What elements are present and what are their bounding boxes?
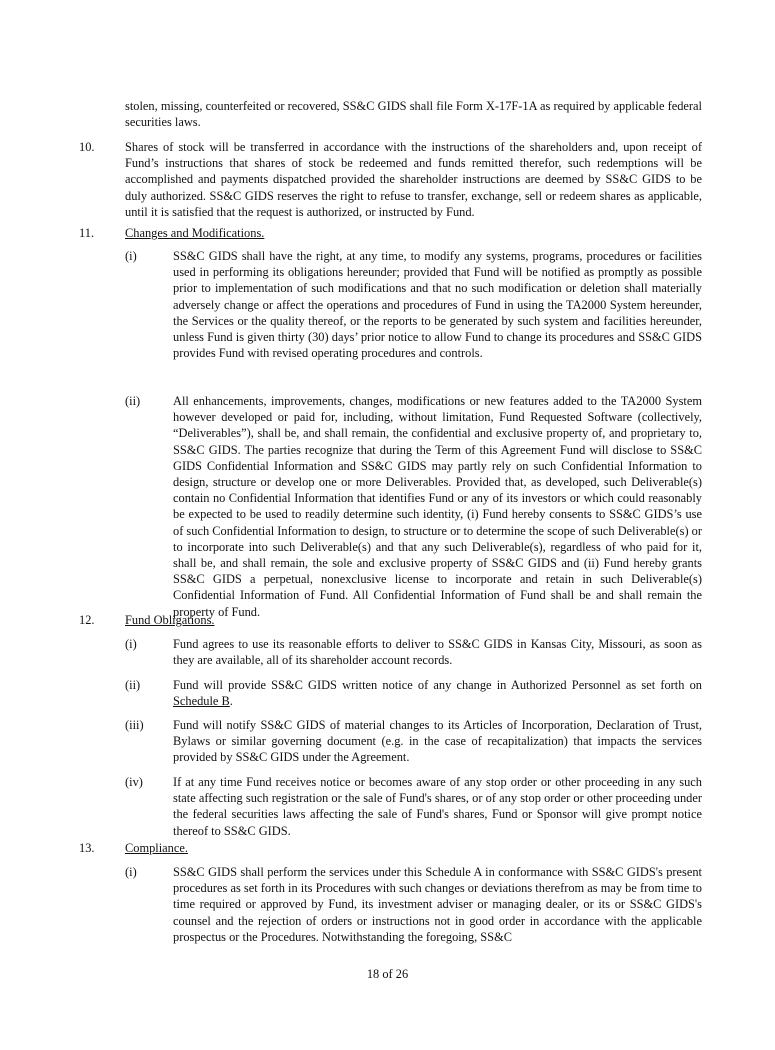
section-number: 11. xyxy=(79,226,95,240)
item-label: (ii) xyxy=(125,678,141,692)
section-number: 10. xyxy=(79,140,95,154)
item-text: If at any time Fund receives notice or becomes aware of any stop order or other proceeding in any such state affecting such registration or the sale of Fund's shares, or of any stop order or other proceeding under the federal securities laws affecting the sale of Fund's shares, Fund or Sponsor will give prompt notice thereof to SS&C GIDS. xyxy=(173,775,702,838)
page-number: 18 of 26 xyxy=(366,967,409,981)
section-heading: Compliance. xyxy=(125,841,188,855)
item-text: Fund will notify SS&C GIDS of material changes to its Articles of Incorporation, Declaration of Trust, Bylaws or similar governing document (e.g. in the case of recapitalization) that impacts the services provided by SS&C GIDS under the Agreement. xyxy=(173,718,702,765)
item-text: SS&C GIDS shall have the right, at any time, to modify any systems, programs, procedures or facilities used in performing its obligations hereunder; provided that Fund will be notified as promptly as possible prior to implementation of such modifications and that no such modification or deletion shall materially adversely change or affect the operations and procedures of Fund in using the TA2000 System hereunder, the Services or the quality thereof, or the reports to be generated by such system and facilities hereunder, unless Fund is given thirty (30) days’ prior notice to allow Fund to change its procedures and SS&C GIDS provides Fund with revised operating procedures and controls. xyxy=(173,249,702,361)
item-text: Fund agrees to use its reasonable efforts to deliver to SS&C GIDS in Kansas City, Missouri, as soon as they are available, all of its shareholder account records. xyxy=(173,637,702,668)
item-label: (i) xyxy=(125,865,137,879)
section-text: Shares of stock will be transferred in accordance with the instructions of the shareholders and, upon receipt of Fund’s instructions that shares of stock be redeemed and funds remitted therefor, such redemptions will be accomplished and payments dispatched provided the shareholder instructions are deemed by SS&C GIDS to be duly authorized. SS&C GIDS reserves the right to refuse to transfer, exchange, sell or redeem shares as applicable, until it is satisfied that the request is authorized, or instructed by Fund. xyxy=(125,140,702,219)
section-heading: Fund Obligations. xyxy=(125,613,215,627)
item-text: SS&C GIDS shall perform the services under this Schedule A in conformance with SS&C GIDS's present procedures as set forth in its Procedures with such changes or deviations therefrom as may be from time to time required or approved by Fund, its investment adviser or managing dealer, or its or SS&C GIDS's counsel and the rejection of orders or instructions not in good order in accordance with the applicable prospectus or the Procedures. Notwithstanding the foregoing, SS&C xyxy=(173,865,702,944)
continuation-text: stolen, missing, counterfeited or recovered, SS&C GIDS shall file Form X-17F-1A as required by applicable federal securities laws. xyxy=(125,99,702,130)
section-heading: Changes and Modifications. xyxy=(125,226,265,240)
item-label: (iv) xyxy=(125,775,143,789)
item-text: All enhancements, improvements, changes, modifications or new features added to the TA2000 System however developed or paid for, including, without limitation, Fund Requested Software (collectively, “Deliverables”), shall be, and shall remain, the confidential and exclusive property of, and proprietary to, SS&C GIDS. The parties recognize that during the Term of this Agreement Fund will disclose to SS&C GIDS Confidential Information and SS&C GIDS may partly rely on such Confidential Information to design, structure or develop one or more Deliverables. Provided that, as developed, such Deliverable(s) contain no Confidential Information that identifies Fund or any of its investors or which could reasonably be expected to be used to readily determine such identity, (i) Fund hereby consents to SS&C GIDS’s use of such Confidential Information to design, to structure or to determine the scope of such Deliverable(s) or to incorporate into such Deliverable(s) and that any such Deliverable(s), regardless of who paid for it, shall be, and shall remain, the sole and exclusive property of SS&C GIDS and (ii) Fund hereby grants SS&C GIDS a perpetual, nonexclusive license to incorporate and retain in such Deliverable(s) Confidential Information of Fund. All Confidential Information of Fund shall be and shall remain the property of Fund. xyxy=(173,394,702,619)
item-text xyxy=(173,677,702,709)
section-number: 12. xyxy=(79,613,95,627)
section-number: 13. xyxy=(79,841,95,855)
item-label: (iii) xyxy=(125,718,144,732)
item-label: (i) xyxy=(125,637,137,651)
item-label: (ii) xyxy=(125,394,141,408)
item-text-end: . xyxy=(229,694,233,709)
item-label: (i) xyxy=(125,249,137,263)
schedule-b-link[interactable]: Schedule B xyxy=(173,694,230,709)
item-text-main: Fund will provide SS&C GIDS written notice of any change in Authorized Personnel as set forth on xyxy=(173,678,702,692)
